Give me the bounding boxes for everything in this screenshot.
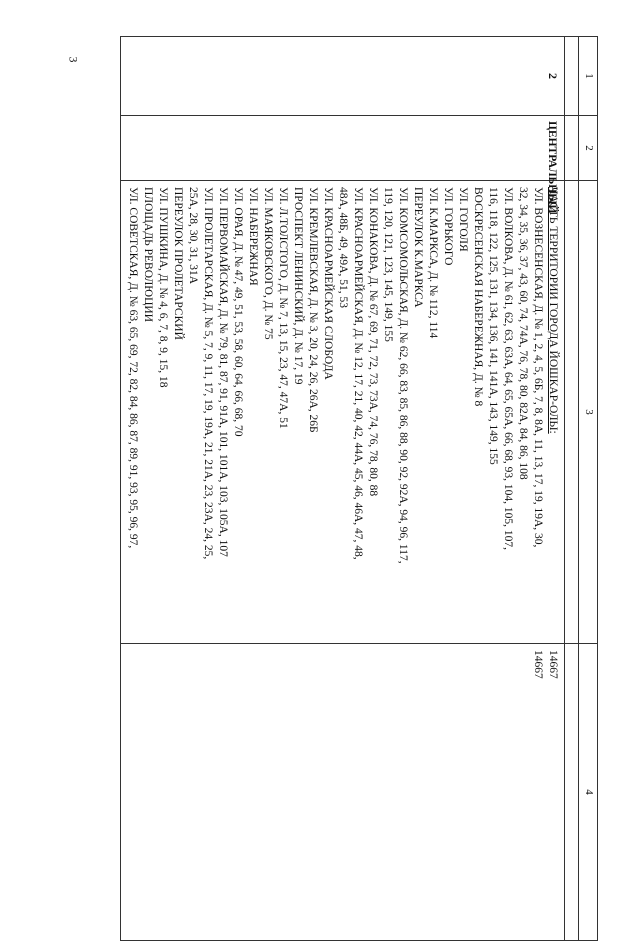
address-line: УЛ. ВОЛКОВА, Д. № 61, 62, 63, 63А, 64, 65, 65А, 66, 68, 93, 104, 105, 107,	[502, 187, 514, 550]
address-lines	[125, 187, 545, 637]
header-col-1: 1	[579, 37, 598, 116]
address-line: 25А, 28, 30, 31, 31А	[187, 187, 199, 285]
address-line: ПЕРЕУЛОК К.МАРКСА	[412, 187, 424, 308]
address-line: УЛ. СОВЕТСКАЯ, Д. № 63, 65, 69, 72, 82, 84, 86, 87, 89, 91, 93, 95, 96, 97,	[127, 187, 139, 549]
table-row	[121, 37, 565, 941]
address-line: УЛ. ВОЗНЕСЕНСКАЯ, Д. № 1, 2, 4, 5, 6Б, 7, 8, 8А, 11, 13, 17, 19, 19А, 30,	[532, 187, 544, 548]
count-value: 14667	[547, 650, 559, 679]
address-line: УЛ. МАЯКОВСКОГО, Д. № 75	[262, 187, 274, 340]
address-line: ПЕРЕУЛОК ПРОЛЕТАРСКИЙ	[172, 187, 184, 340]
address-list	[121, 181, 565, 644]
header-col-2: 2	[579, 116, 598, 181]
district-table	[120, 36, 598, 941]
district-name: ЦЕНТРАЛЬНЫЙ	[121, 116, 565, 181]
address-line: УЛ. КОНАКОВА, Д. № 67, 69, 71, 72, 73, 73А, 74, 76, 78, 80, 88	[367, 187, 379, 497]
address-heading: ЧАСТЬ ТЕРРИТОРИИ ГОРОДА ЙОШКАР-ОЛЫ:	[547, 187, 559, 434]
row-number: 2	[121, 37, 565, 116]
address-line: УЛ. К.МАРКСА, Д. № 112, 114	[427, 187, 439, 339]
address-line: УЛ. КРЕМЛЕВСКАЯ, Д. № 3, 20, 24, 26, 26А, 26Б	[307, 187, 319, 433]
address-line: УЛ. КРАСНОАРМЕЙСКАЯ СЛОБОДА	[322, 187, 334, 380]
address-line: 48А, 48Б, 49, 49А, 51, 53	[337, 187, 349, 308]
address-line: УЛ. ПЕРВОМАЙСКАЯ, Д. № 79, 81, 87, 91, 91А, 101, 101А, 103, 105А, 107	[217, 187, 229, 557]
address-line: УЛ. ГОРЬКОГО	[442, 187, 454, 266]
address-line: УЛ. ГОГОЛЯ	[457, 187, 469, 252]
address-line: 32, 34, 35, 36, 37, 43, 60, 74, 74А, 76, 78, 80, 82А, 84, 86, 108	[517, 187, 529, 480]
address-line: ПЛОЩАДЬ РЕВОЛЮЦИИ	[142, 187, 154, 322]
district-table-rotated	[118, 36, 598, 896]
address-line: ВОСКРЕСЕНСКАЯ НАБЕРЕЖНАЯ, Д. № 8	[472, 187, 484, 407]
address-line: УЛ. НАБЕРЕЖНАЯ	[247, 187, 259, 286]
address-line: УЛ. ОРАЯ, Д. № 47, 49, 51, 53, 58, 60, 64, 66, 68, 70	[232, 187, 244, 437]
page-number: 3	[66, 56, 81, 63]
address-line: УЛ. Л.ТОЛСТОГО, Д. № 7, 13, 15, 23, 47, 47А, 51	[277, 187, 289, 429]
address-line: ПРОСПЕКТ ЛЕНИНСКИЙ, Д. № 17, 19	[292, 187, 304, 385]
address-line: УЛ. ПУШКИНА, Д. № 4, 6, 7, 8, 9, 15, 18	[157, 187, 169, 388]
count-value: 14667	[532, 650, 544, 679]
voter-counts	[121, 644, 565, 941]
address-line: УЛ. ПРОЛЕТАРСКАЯ, Д. № 5, 7, 9, 11, 17, 19, 19А, 21, 21А, 23, 23А, 24, 25,	[202, 187, 214, 560]
address-line: 116, 118, 122, 125, 131, 134, 136, 141, 141А, 143, 149, 155	[487, 187, 499, 465]
header-col-3: 3	[579, 181, 598, 644]
address-line: 119, 120, 121, 123, 145, 149, 155	[382, 187, 394, 342]
header-col-4: 4	[579, 644, 598, 941]
address-line: УЛ. КРАСНОАРМЕЙСКАЯ, Д. № 12, 17, 21, 40, 42, 44А, 45, 46, 46А, 47, 48,	[352, 187, 364, 560]
spacer-row	[565, 37, 579, 941]
address-line: УЛ. КОМСОМОЛЬСКАЯ, Д. № 62, 66, 83, 85, 86, 88, 90, 92, 92А, 94, 96, 117,	[397, 187, 409, 564]
header-row	[579, 37, 598, 941]
